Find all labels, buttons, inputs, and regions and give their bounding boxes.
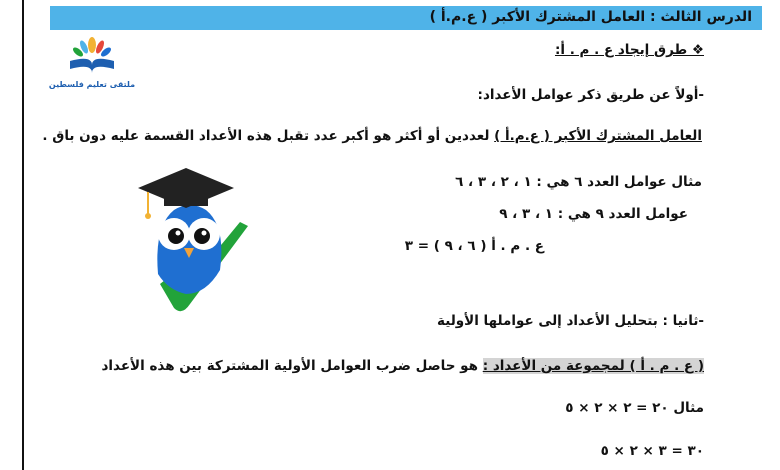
gcf-term: العامل المشترك الأكبر ( ع.م.أ )	[494, 128, 702, 144]
example-factors-6: مثال عوامل العدد ٦ هي : ١ ، ٢ ، ٣ ، ٦	[455, 174, 702, 190]
page-title: الدرس الثالث : العامل المشترك الأكبر ( ع.م.أ )	[429, 9, 752, 25]
example-factors-9: عوامل العدد ٩ هي : ١ ، ٣ ، ٩	[499, 206, 688, 222]
gcf-prime-definition: ( ع . م . أ ) لمجموعة من الأعداد : هو حاصل ضرب العوامل الأولية المشتركة بين هذه الأعداد	[101, 358, 704, 374]
logo-caption: ملتقى تعليم فلسطين	[48, 80, 136, 89]
page-left-border	[22, 0, 24, 470]
gcf-prime-term: ( ع . م . أ ) لمجموعة من الأعداد :	[482, 358, 704, 374]
method2-title: -ثانيا : بتحليل الأعداد إلى عواملها الأولية	[437, 313, 704, 329]
section-title: ❖ طرق إيجاد ع . م . أ:	[554, 42, 704, 58]
example-prime-30: ٣٠ = ٣ × ٢ × ٥	[600, 443, 704, 459]
gcf-definition: العامل المشترك الأكبر ( ع.م.أ ) لعددين أو أكثر هو أكبر عدد تقبل هذه الأعداد القسمة عليه دون باق .	[42, 128, 702, 144]
method1-title: -أولاً عن طريق ذكر عوامل الأعداد:	[477, 87, 704, 103]
example-gcf-result: ع . م . أ ( ٦ ، ٩ ) = ٣	[404, 238, 544, 254]
owl-graduate-checkmark-icon	[124, 166, 254, 316]
example-prime-20: مثال ٢٠ = ٢ × ٢ × ٥	[565, 400, 704, 416]
palestine-education-logo-icon	[44, 35, 140, 85]
